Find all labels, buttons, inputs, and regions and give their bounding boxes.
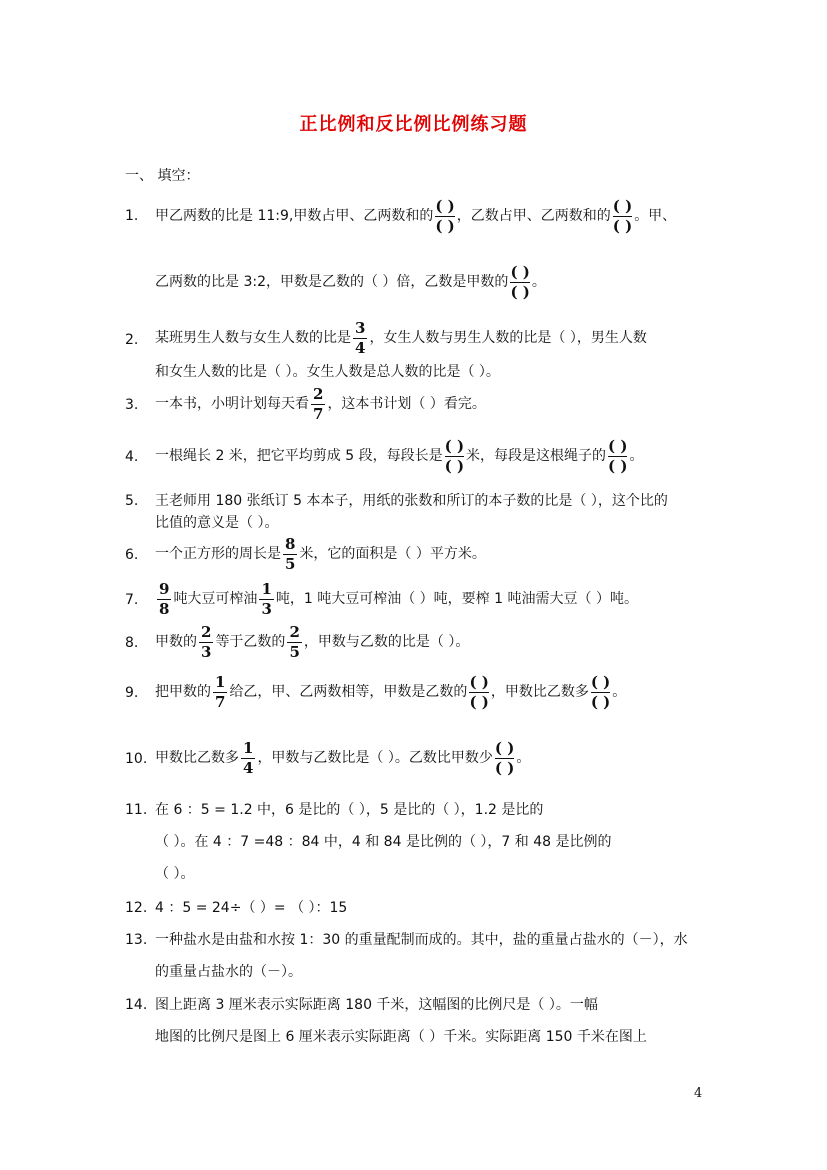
question-4-number: 4. — [125, 449, 139, 465]
question-12-number: 12. — [125, 900, 148, 916]
blank-fraction: $\frac{( )}{( )}$ — [590, 672, 611, 711]
question-14-number: 14. — [125, 997, 148, 1013]
q6-text-a: 一个正方形的周长是 — [155, 546, 281, 562]
q9-text-d: 。 — [612, 684, 627, 700]
question-2-line-2: 和女生人数的比是（ ）。女生人数是总人数的比是（ ）。 — [155, 364, 500, 380]
q7-text-a: 吨大豆可榨油 — [173, 591, 258, 607]
q8-text-c: ，甲数与乙数的比是（ ）。 — [303, 634, 470, 650]
q1-text-c: 。甲、 — [634, 208, 677, 224]
question-5-number: 5. — [125, 493, 139, 509]
blank-fraction: $\frac{( )}{( )}$ — [469, 672, 489, 711]
q8-text-b: 等于乙数的 — [215, 634, 286, 650]
q10-text-b: ，甲数与乙数比是（ ）。乙数比甲数少 — [257, 750, 493, 766]
question-11-number: 11. — [125, 802, 148, 818]
fraction: $\frac{2}{7}$ — [313, 384, 324, 423]
q4-text-c: 。 — [629, 448, 644, 464]
fraction: $\frac{2}{5}$ — [289, 622, 300, 661]
blank-fraction: $\frac{( )}{( )}$ — [608, 436, 628, 475]
question-10-line — [155, 738, 530, 778]
question-5-line-2: 比值的意义是（ ）。 — [155, 515, 279, 531]
q8-text-a: 甲数的 — [155, 634, 197, 650]
q10-text-c: 。 — [516, 750, 531, 766]
question-13-line-1: 一种盐水是由盐和水按 1：30 的重量配制而成的。其中，盐的重量占盐水的（－），水 — [155, 932, 688, 948]
q3-text-b: ，这本书计划（ ）看完。 — [327, 396, 486, 412]
question-8-number: 8. — [125, 635, 139, 651]
question-11-line-2: （ ）。在 4 ：7 =48 ：84 中，4 和 84 是比例的（ ），7 和 48 是比例的 — [155, 834, 612, 850]
q4-text-b: 米，每段是这根绳子的 — [466, 448, 607, 464]
question-2-number: 2. — [125, 332, 139, 348]
q9-text-b: 给乙，甲、乙两数相等，甲数是乙数的 — [229, 684, 468, 700]
question-1-number: 1. — [125, 208, 139, 224]
question-3-line — [155, 384, 486, 424]
q2-text-a: 某班男生人数与女生人数的比是 — [155, 330, 351, 346]
question-6-number: 6. — [125, 547, 139, 563]
q6-text-b: 米，它的面积是（ ）平方米。 — [299, 546, 486, 562]
blank-fraction: $\frac{( )}{( )}$ — [494, 738, 515, 777]
question-7-line — [155, 579, 638, 619]
question-8-line — [155, 622, 469, 662]
fraction: $\frac{1}{7}$ — [215, 672, 226, 711]
question-1-line-1 — [155, 196, 676, 236]
fraction: $\frac{1}{4}$ — [243, 738, 254, 777]
q9-text-a: 把甲数的 — [155, 684, 211, 700]
blank-fraction: $\frac{( )}{( )}$ — [435, 196, 455, 235]
blank-fraction: $\frac{( )}{( )}$ — [510, 262, 530, 301]
question-13-number: 13. — [125, 932, 148, 948]
page-number: 4 — [694, 1086, 703, 1101]
question-5-line-1: 王老师用 180 张纸订 5 本本子，用纸的张数和所订的本子数的比是（ ），这个比的 — [155, 493, 668, 509]
fraction: $\frac{1}{3}$ — [261, 579, 272, 618]
blank-fraction: $\frac{( )}{( )}$ — [612, 196, 633, 235]
q3-text-a: 一本书，小明计划每天看 — [155, 396, 309, 412]
question-9-line — [155, 672, 626, 712]
question-1-line-2 — [155, 262, 546, 302]
blank-fraction: $\frac{( )}{( )}$ — [444, 436, 465, 475]
page-title: 正比例和反比例比例练习题 — [299, 114, 528, 135]
question-13-line-2: 的重量占盐水的（－）。 — [155, 964, 302, 980]
question-4-line — [155, 436, 643, 476]
question-14-line-1: 图上距离 3 厘米表示实际距离 180 千米，这幅图的比例尺是（ ）。一幅 — [155, 997, 598, 1013]
fraction: $\frac{9}{8}$ — [159, 579, 170, 618]
section-heading: 一、 填空： — [125, 168, 200, 184]
q1-text-e: 。 — [531, 274, 546, 290]
question-9-number: 9. — [125, 685, 139, 701]
q10-text-a: 甲数比乙数多 — [155, 750, 239, 766]
q1-text-d: 乙两数的比是 3:2，甲数是乙数的（ ）倍，乙数是甲数的 — [155, 274, 509, 290]
fraction: $\frac{8}{5}$ — [285, 534, 296, 573]
question-14-line-2: 地图的比例尺是图上 6 厘米表示实际距离（ ）千米。实际距离 150 千米在图上 — [155, 1029, 647, 1045]
question-7-number: 7. — [125, 592, 139, 608]
question-6-line — [155, 534, 486, 574]
question-11-line-3: （ ）。 — [155, 866, 195, 882]
question-11-line-1: 在 6 ：5 = 1.2 中，6 是比的（ ），5 是比的（ ），1.2 是比的 — [155, 802, 544, 818]
q2-text-b: ，女生人数与男生人数的比是（ ），男生人数 — [369, 330, 647, 346]
q7-text-b: 吨，1 吨大豆可榨油（ ）吨，要榨 1 吨油需大豆（ ）吨。 — [275, 591, 638, 607]
q1-text-a: 甲乙两数的比是 11:9,甲数占甲、乙两数和的 — [155, 208, 434, 224]
question-2-line-1 — [155, 318, 647, 358]
q4-text-a: 一根绳长 2 米，把它平均剪成 5 段，每段长是 — [155, 448, 443, 464]
q9-text-c: ，甲数比乙数多 — [490, 684, 589, 700]
question-3-number: 3. — [125, 397, 139, 413]
question-12-line: 4 ：5 = 24÷（ ）= （ ）：15 — [155, 900, 348, 916]
q1-text-b: ，乙数占甲、乙两数和的 — [456, 208, 611, 224]
fraction: $\frac{2}{3}$ — [201, 622, 212, 661]
fraction: $\frac{3}{4}$ — [355, 318, 366, 357]
question-10-number: 10. — [125, 751, 148, 767]
